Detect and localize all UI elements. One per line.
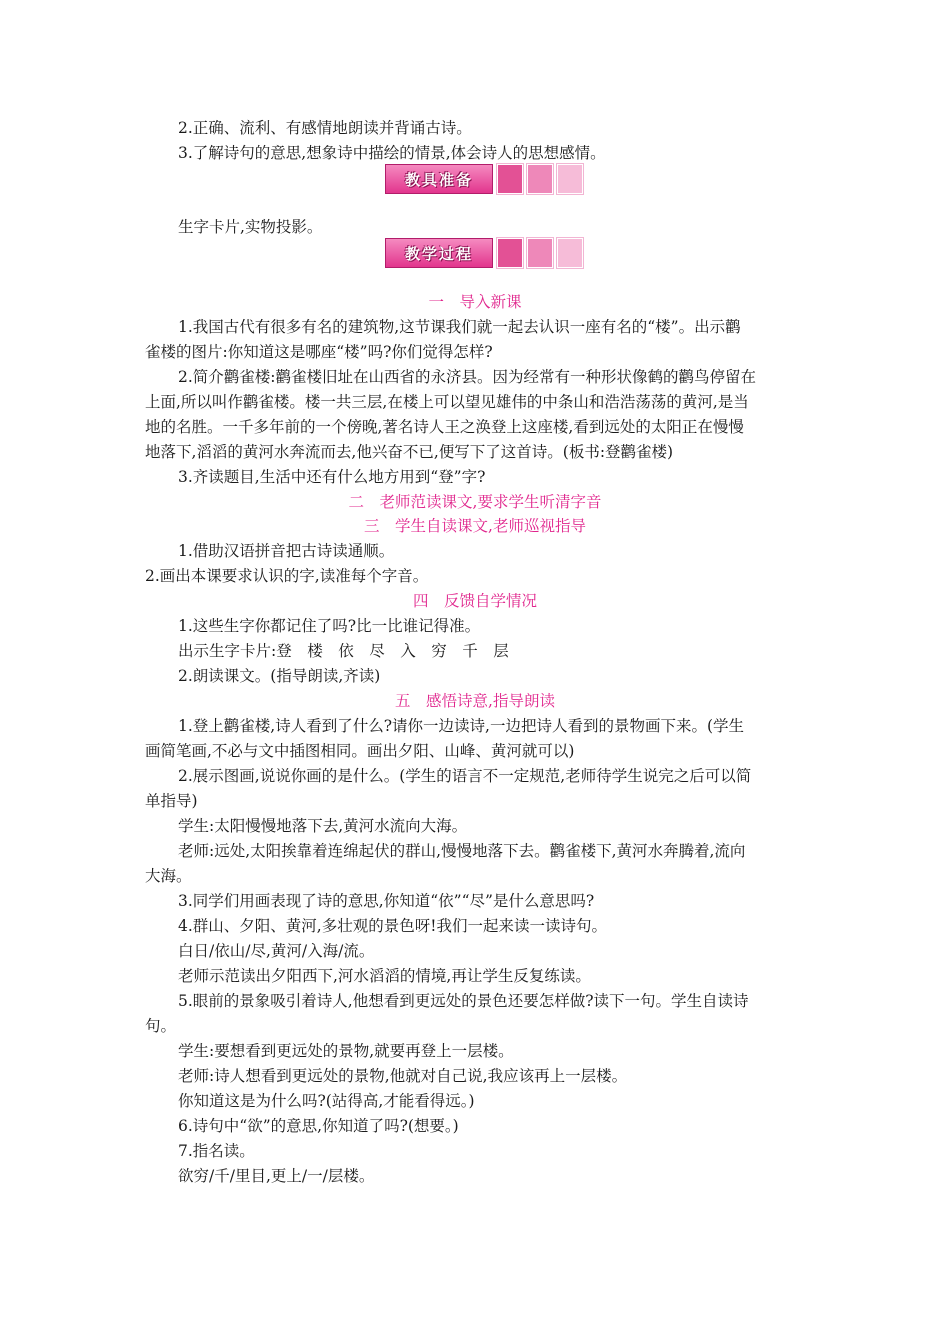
paragraph: 2.朗读课文。(指导朗读,齐读) bbox=[178, 667, 381, 685]
tools-banner bbox=[385, 164, 583, 194]
section-heading-4: 四 反馈自学情况 bbox=[412, 592, 537, 610]
banner-square bbox=[527, 164, 553, 194]
paragraph: 地的名胜。一千多年前的一个傍晚,著名诗人王之涣登上这座楼,看到远处的太阳正在慢慢 bbox=[145, 418, 744, 436]
paragraph: 2.简介鹳雀楼:鹳雀楼旧址在山西省的永济县。因为经常有一种形状像鹤的鹳鸟停留在 bbox=[178, 368, 757, 386]
paragraph: 5.眼前的景象吸引着诗人,他想看到更远处的景色还要怎样做?读下一句。学生自读诗 bbox=[178, 992, 749, 1010]
paragraph: 上面,所以叫作鹳雀楼。楼一共三层,在楼上可以望见雄伟的中条山和浩浩荡荡的黄河,是当 bbox=[145, 393, 749, 411]
paragraph: 1.借助汉语拼音把古诗读通顺。 bbox=[178, 542, 395, 560]
section-heading-5: 五 感悟诗意,指导朗读 bbox=[395, 692, 555, 710]
banner-square bbox=[527, 238, 553, 268]
paragraph: 白日/依山/尽,黄河/入海/流。 bbox=[178, 942, 375, 960]
objective-3: 3.了解诗句的意思,想象诗中描绘的情景,体会诗人的思想感情。 bbox=[178, 144, 606, 162]
paragraph: 6.诗句中“欲”的意思,你知道了吗?(想要。) bbox=[178, 1117, 459, 1135]
banner-square bbox=[497, 238, 523, 268]
paragraph: 1.登上鹳雀楼,诗人看到了什么?请你一边读诗,一边把诗人看到的景物画下来。(学生 bbox=[178, 717, 745, 735]
paragraph: 欲穷/千/里目,更上/一/层楼。 bbox=[178, 1167, 375, 1185]
paragraph: 你知道这是为什么吗?(站得高,才能看得远。) bbox=[178, 1092, 475, 1110]
objective-2: 2.正确、流利、有感情地朗读并背诵古诗。 bbox=[178, 119, 472, 137]
paragraph: 老师示范读出夕阳西下,河水滔滔的情境,再让学生反复练读。 bbox=[178, 967, 591, 985]
process-banner bbox=[385, 238, 583, 268]
paragraph: 出示生字卡片:登 楼 依 尽 入 穷 千 层 bbox=[178, 642, 509, 660]
process-banner-title: 教学过程 bbox=[385, 238, 493, 268]
paragraph: 单指导) bbox=[145, 792, 198, 810]
paragraph: 1.我国古代有很多有名的建筑物,这节课我们就一起去认识一座有名的“楼”。出示鹳 bbox=[178, 318, 741, 336]
tools-banner-title: 教具准备 bbox=[385, 164, 493, 194]
paragraph: 2.展示图画,说说你画的是什么。(学生的语言不一定规范,老师待学生说完之后可以简 bbox=[178, 767, 752, 785]
paragraph: 学生:要想看到更远处的景物,就要再登上一层楼。 bbox=[178, 1042, 514, 1060]
section-heading-3: 三 学生自读课文,老师巡视指导 bbox=[364, 517, 586, 535]
paragraph: 老师:远处,太阳挨靠着连绵起伏的群山,慢慢地落下去。鹳雀楼下,黄河水奔腾着,流向 bbox=[178, 842, 746, 860]
paragraph: 画简笔画,不必与文中插图相同。画出夕阳、山峰、黄河就可以) bbox=[145, 742, 575, 760]
paragraph: 3.同学们用画表现了诗的意思,你知道“依”“尽”是什么意思吗? bbox=[178, 892, 595, 910]
paragraph: 地落下,滔滔的黄河水奔流而去,他兴奋不已,便写下了这首诗。(板书:登鹳雀楼) bbox=[145, 443, 674, 461]
paragraph: 大海。 bbox=[145, 867, 192, 885]
banner-square bbox=[497, 164, 523, 194]
paragraph: 3.齐读题目,生活中还有什么地方用到“登”字? bbox=[178, 468, 486, 486]
section-heading-2: 二 老师范读课文,要求学生听清字音 bbox=[348, 493, 602, 511]
section-heading-1: 一 导入新课 bbox=[428, 293, 522, 311]
paragraph: 4.群山、夕阳、黄河,多壮观的景色呀!我们一起来读一读诗句。 bbox=[178, 917, 607, 935]
banner-square bbox=[557, 238, 583, 268]
paragraph: 老师:诗人想看到更远处的景物,他就对自己说,我应该再上一层楼。 bbox=[178, 1067, 628, 1085]
paragraph: 7.指名读。 bbox=[178, 1142, 255, 1160]
paragraph: 1.这些生字你都记住了吗?比一比谁记得准。 bbox=[178, 617, 481, 635]
paragraph: 学生:太阳慢慢地落下去,黄河水流向大海。 bbox=[178, 817, 468, 835]
paragraph: 2.画出本课要求认识的字,读准每个字音。 bbox=[145, 567, 429, 585]
banner-square bbox=[557, 164, 583, 194]
tools-text: 生字卡片,实物投影。 bbox=[178, 218, 323, 236]
paragraph: 句。 bbox=[145, 1017, 177, 1035]
paragraph: 雀楼的图片:你知道这是哪座“楼”吗?你们觉得怎样? bbox=[145, 343, 493, 361]
